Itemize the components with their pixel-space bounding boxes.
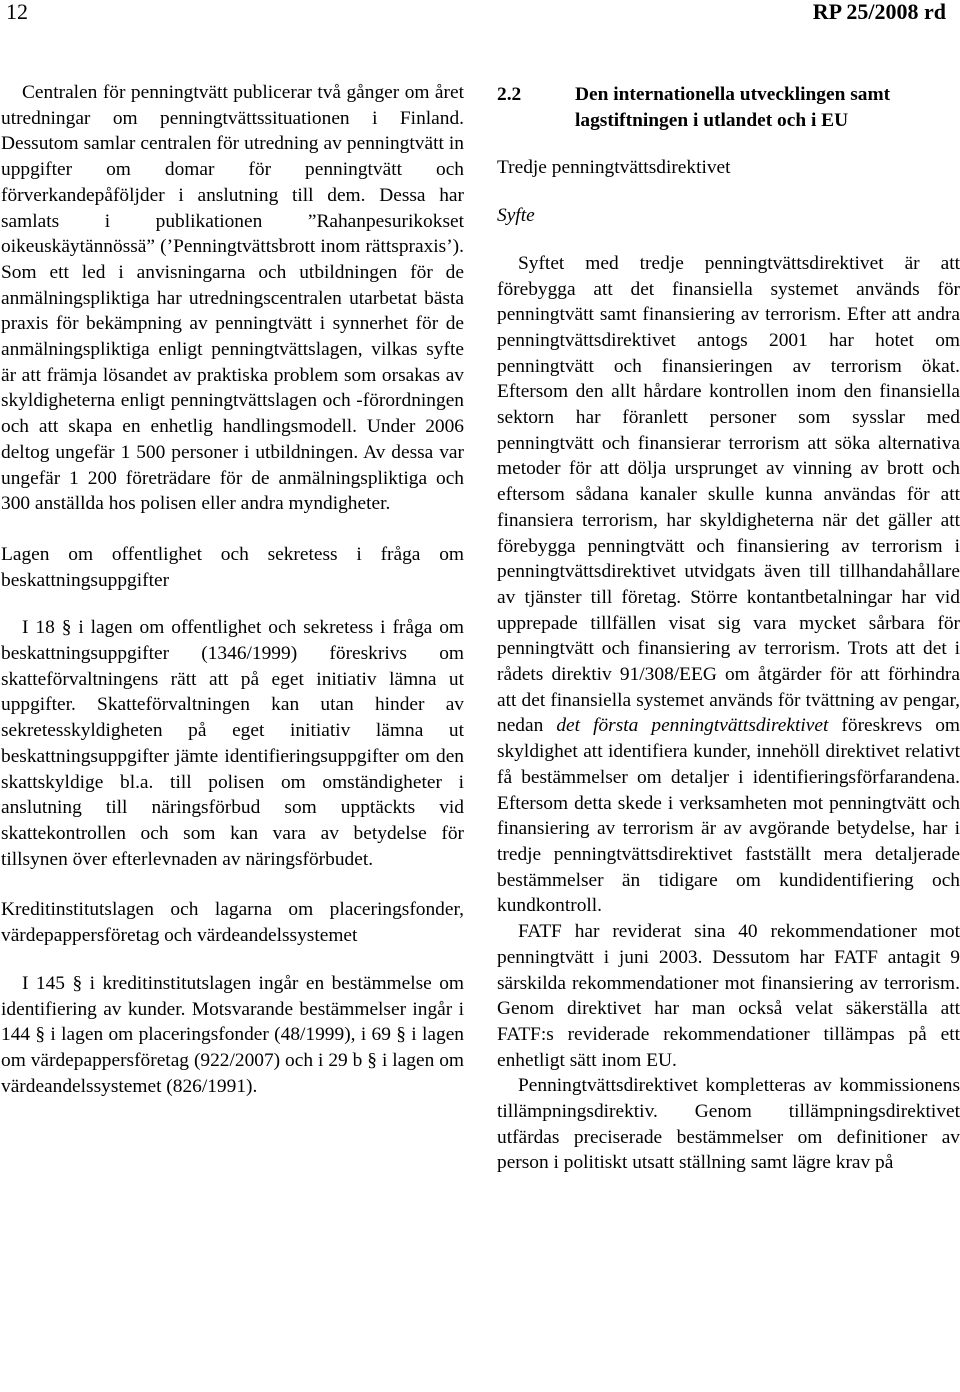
paragraph-directive-purpose [497,251,960,919]
subheading-publicity-act: Lagen om offentlighet och sekretess i fråga om beskattningsuppgifter [1,543,464,591]
paragraph-tax-information: I 18 § i lagen om offentlighet och sekretess i fråga om beskattningsuppgifter (1346/1999) föreskrivs om skatteförvaltningens rätt att på eget initiativ lämna ut uppgifter. Skatteförvaltningen kan utan hinder av sekretesskyldigheten på eget initiativ lämna ut beskattningsuppgifter jämte identifieringsuppgifter om den skattskyldige bl.a. till polisen om omständigheter i anslutning till näringsförbud som upptäckts vid skattekontrollen och som kan vara av betydelse för tillsynen över efterlevnaden av näringsförbudet. [1,617,464,870]
section-number: 2.2 [497,84,522,105]
emphasis-first-directive: det första penningtvättsdirektivet [556,715,829,737]
document-id: RP 25/2008 rd [812,0,946,24]
paragraph-fatf: FATF har reviderat sina 40 rekommendationer mot penningtvätt i juni 2003. Dessutom har FATF antagit 9 särskilda rekommendationer mot finansiering av terrorism. Genom direktivet har man också velat säkerställa att FATF:s reviderade rekommendationer tillämpas på ett enhetligt sätt inom EU. [497,921,960,1071]
paragraph-implementing-directive: Penningtvättsdirektivet kompletteras av kommissionens tillämpningsdirektiv. Genom tillämpningsdirektivet utfärdas preciserade bestämmelser om definitioner av person i politiskt utsatt ställning samt lägre krav på [497,1075,960,1174]
right-column [497,80,960,1176]
subheading-credit-institutions-act: Kreditinstitutslagen och lagarna om placeringsfonder, värdepappersföretag och värdeandelssystemet [1,899,464,947]
section-title: Den internationella utvecklingen samt lagstiftningen i utlandet och i EU [575,84,891,131]
subheading-third-directive: Tredje penningtvättsdirektivet [497,157,731,179]
paragraph-directive-purpose-part2: föreskrevs om skyldighet att identifiera kunder, innehöll direktivet relativt få bestämmelser om detaljer i identifieringsförfarandena. Eftersom detta skede i verksamheten mot penningtvätt och finansiering av terrorism är av avgörande betydelse, har i tredje penningtvättsdirektivet fastställt mera detaljerade bestämmelser än tidigare om kundidentifiering och kundkontroll. [497,715,960,917]
left-column [1,80,464,1099]
paragraph-customer-identification: I 145 § i kreditinstitutslagen ingår en bestämmelse om identifiering av kunder. Motsvarande bestämmelser ingår i 144 § i lagen om placeringsfonder (48/1999), i 69 § i lagen om värdepappersföretag (922/2007) och i 29 b § i lagen om värdeandelssystemet (826/1991). [1,972,464,1097]
page-number: 12 [6,0,28,24]
paragraph-directive-purpose-part1: Syftet med tredje penningtvättsdirektivet är att förebygga att det finansiella systemet används för penningtvätt samt finansiering av terrorism. Efter att andra penningtvättsdirektivet antogs 2001 har hotet om penningtvätt och finansieringen av terrorism ökat. Eftersom den allt hårdare kontrollen inom den finansiella sektorn har föranlett personer som sysslar med penningtvätt och finansierar terrorism att söka alternativa metoder för att dölja ursprunget av vinning av brott och eftersom sådana kanaler skulle kunna användas för att finansiera terrorism, har skyldigheterna när det gäller att förebygga penningtvätt och finansiering av terrorism i penningtvättsdirektivet utvidgats även till tillhandahållare av tjänster till företag. Större kontantbetalningar har vid upprepade tillfällen visat sig vara mycket sårbara för penningtvätt och finansiering av terrorism. Trots att det i rådets direktiv 91/308/EEG om åtgärder för att förhindra att det finansiella systemet används för tvättning av pengar, nedan [497,252,960,737]
page-header [0,0,960,30]
paragraph-money-laundering-centre: Centralen för penningtvätt publicerar två gånger om året utredningar om penningtvättssituationen i Finland. Dessutom samlar centralen för utredning av penningtvätt in uppgifter om domar för penningtvätt och förverkandepåföljder i anslutning till dem. Dessa har samlats i publikationen ”Rahanpesurikokset oikeuskäytännössä” (’Penningtvättsbrott inom rättspraxis’). Som ett led i anvisningarna och utbildningen för de anmälningspliktiga har utredningscentralen utarbetat bästa praxis för bekämpning av penningtvätt i synnerhet för de anmälningspliktiga enligt penningtvättslagen, vilkas syfte är att främja lösandet av praktiska problem som orsakas av skyldigheterna enligt penningtvättslagen och -förordningen och att skapa en enhetlig handlingsmodell. Under 2006 deltog ungefär 1 500 personer i utbildningen. Av dessa var ungefär 1 200 företrädare för de anmälningspliktiga och 300 anställda hos polisen eller andra myndigheter. [1,82,464,515]
italic-heading-purpose: Syfte [497,205,535,227]
section-heading [497,82,960,133]
